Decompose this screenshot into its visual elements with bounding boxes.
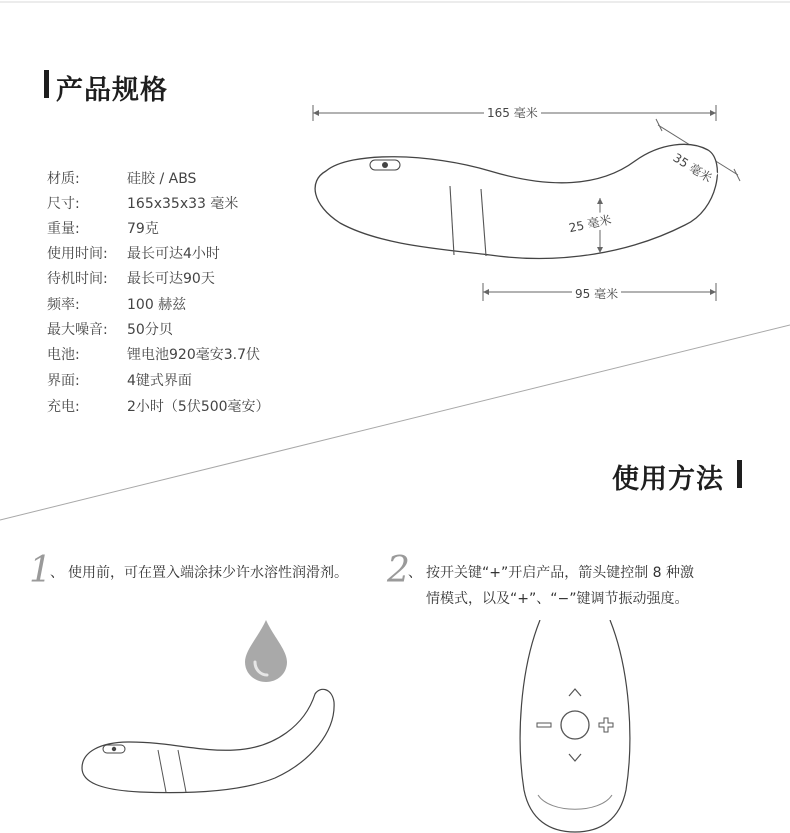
spec-value: 最长可达90天: [127, 271, 215, 287]
dimension-width-label: 35 毫米: [667, 147, 718, 187]
spec-value: 100 赫兹: [127, 297, 187, 313]
spec-label: 界面:: [47, 373, 80, 389]
spec-label: 待机时间:: [47, 271, 108, 287]
spec-value: 2小时（5伏500毫安）: [127, 399, 270, 415]
center-button-icon[interactable]: [559, 709, 591, 741]
step-number: 1: [29, 550, 52, 591]
step-text-line1: 按开关键“+”开启产品，箭头键控制 8 种激: [426, 565, 695, 581]
spec-label: 最大噪音:: [47, 322, 108, 338]
step-text-line2: 情模式，以及“+”、“−”键调节振动强度。: [426, 591, 689, 607]
arrow-up-icon[interactable]: [566, 685, 584, 699]
step-number: 2: [387, 550, 410, 591]
minus-icon[interactable]: [535, 716, 553, 734]
droplet-icon: [243, 618, 289, 684]
spec-label: 使用时间:: [47, 246, 108, 262]
dimension-height-label: 25 毫米: [564, 210, 616, 237]
step-separator: 、: [50, 565, 64, 581]
spec-label: 尺寸:: [47, 196, 80, 212]
spec-value: 165x35x33 毫米: [127, 196, 239, 212]
plus-icon[interactable]: [597, 716, 615, 734]
spec-label: 重量:: [47, 221, 80, 237]
specs-title: 产品规格: [56, 75, 168, 106]
dimension-length-label: 165 毫米: [484, 104, 541, 121]
section-bar-usage: [737, 460, 742, 488]
device-illustration-lubricate: [70, 680, 340, 800]
spec-value: 50分贝: [127, 322, 173, 338]
section-bar-specs: [44, 70, 49, 98]
dimension-handle-label: 95 毫米: [572, 285, 621, 302]
spec-label: 频率:: [47, 297, 80, 313]
usage-title: 使用方法: [612, 464, 724, 495]
spec-label: 材质:: [47, 171, 80, 187]
arrow-down-icon[interactable]: [566, 751, 584, 765]
spec-label: 电池:: [47, 347, 80, 363]
top-divider: [0, 0, 790, 6]
spec-value: 4键式界面: [127, 373, 192, 389]
step-separator: 、: [408, 565, 422, 581]
spec-label: 充电:: [47, 399, 80, 415]
spec-value: 最长可达4小时: [127, 246, 220, 262]
step-text: 使用前，可在置入端涂抹少许水溶性润滑剂。: [68, 565, 348, 581]
spec-value: 硅胶 / ABS: [127, 171, 197, 187]
spec-value: 锂电池920毫安3.7伏: [127, 347, 260, 363]
product-dimension-diagram: [300, 95, 760, 310]
spec-value: 79克: [127, 221, 159, 237]
